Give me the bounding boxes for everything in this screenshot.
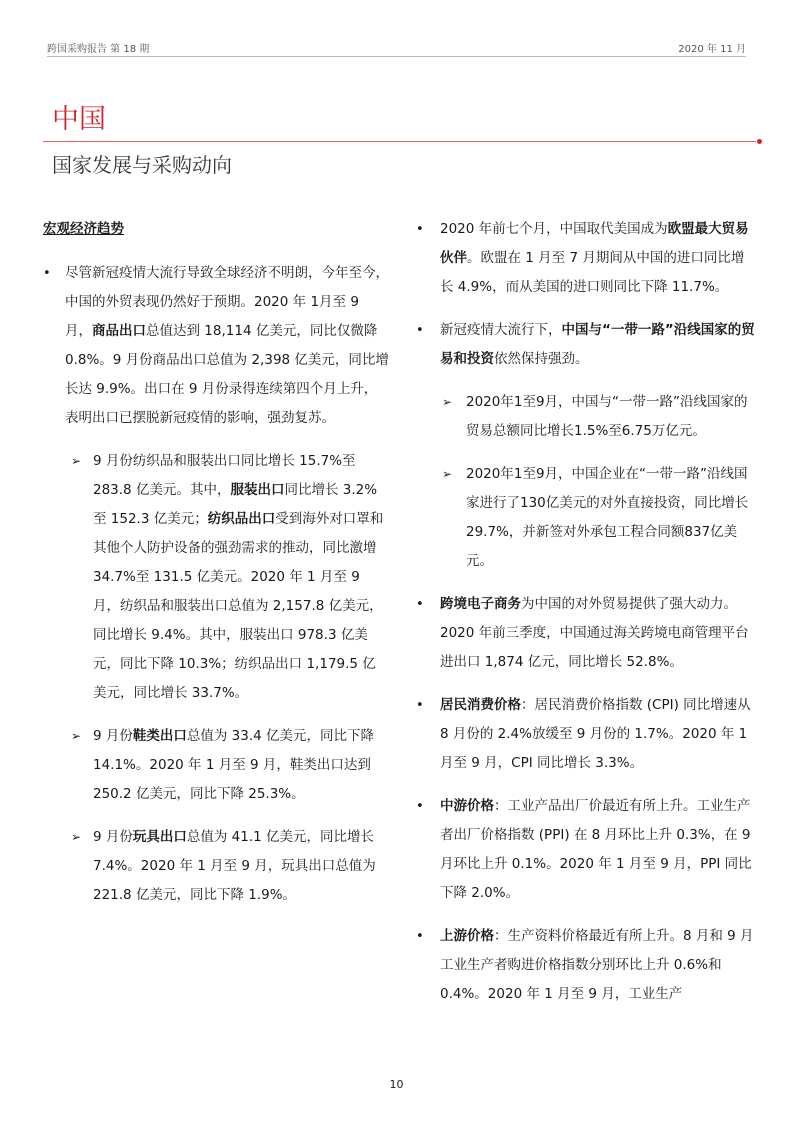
sub-bullet-textiles: ➢ 9 月份纺织品和服装出口同比增长 15.7%至 283.8 亿美元。其中，服装出口同比增长 3.2%至 152.3 亿美元；纺织品出口受到海外对口罩和其他个人防护设备的强劲需求的推动，同比激增 34.7%至 131.5 亿美元。2020 年 1 月至 9 月，纺织品和服装出口总值为 2,157.8 亿美元，同比增长 9.4%。其中，服装出口 978.3 亿美元，同比下降 10.3%；纺织品出口 1,179.5 亿美元，同比增长 33.7%。: [43, 447, 389, 708]
header-divider: [47, 56, 746, 57]
divider-dot: [757, 139, 762, 144]
header-date: 2020 年 11 月: [678, 44, 746, 55]
bullet-belt-and-road: • 新冠疫情大流行下，中国与“一带一路”沿线国家的贸易和投资依然保持强劲。: [416, 316, 756, 374]
bullet-dot-icon: •: [416, 597, 424, 612]
bullet-merchandise-exports: • 尽管新冠疫情大流行导致全球经济不明朗，今年至今，中国的外贸表现仍然好于预期。2020 年 1月至 9 月，商品出口总值达到 18,114 亿美元，同比仅微降 0.8%。9 月份商品出口总值为 2,398 亿美元，同比增长达 9.9%。出口在 9 月份录得连续第四个月上升，表明出口已摆脱新冠疫情的影响，强劲复苏。: [43, 259, 389, 433]
page-title: 中国: [52, 104, 106, 135]
section-heading: 宏观经济趋势: [43, 221, 124, 237]
page-number: 10: [389, 1078, 404, 1091]
left-column: [43, 215, 389, 924]
arrow-bullet-icon: ➢: [442, 467, 453, 481]
sub-bullet-bri-investment: ➢ 2020年1至9月，中国企业在“一带一路”沿线国家进行了130亿美元的对外直接投资，同比增长29.7%，并新签对外承包工程合同额837亿美元。: [416, 460, 756, 576]
arrow-bullet-icon: ➢: [71, 729, 82, 743]
title-divider: [43, 141, 756, 142]
arrow-bullet-icon: ➢: [71, 454, 82, 468]
bullet-consumer-prices: • 居民消费价格：居民消费价格指数 (CPI) 同比增速从 8 月份的 2.4%放缓至 9 月份的 1.7%。2020 年 1 月至 9 月，CPI 同比增长 3.3%。: [416, 691, 756, 778]
bullet-midstream-prices: • 中游价格：工业产品出厂价最近有所上升。工业生产者出厂价格指数 (PPI) 在 8 月环比上升 0.3%，在 9 月环比上升 0.1%。2020 年 1 月至 9 月，PPI 同比下降 2.0%。: [416, 792, 756, 908]
arrow-bullet-icon: ➢: [442, 395, 453, 409]
page-subtitle: 国家发展与采购动向: [52, 153, 232, 177]
arrow-bullet-icon: ➢: [71, 830, 82, 844]
bullet-dot-icon: •: [416, 698, 424, 713]
bullet-dot-icon: •: [416, 222, 424, 237]
header-report-name: 跨国采购报告 第 18 期: [47, 44, 150, 55]
bullet-dot-icon: •: [43, 266, 51, 281]
right-column: [416, 215, 756, 1023]
bullet-eu-trade: • 2020 年前七个月，中国取代美国成为欧盟最大贸易伙伴。欧盟在 1 月至 7 月期间从中国的进口同比增长 4.9%，而从美国的进口则同比下降 11.7%。: [416, 215, 756, 302]
bullet-cross-border-ecommerce: • 跨境电子商务为中国的对外贸易提供了强大动力。2020 年前三季度，中国通过海关跨境电商管理平台进出口 1,874 亿元，同比增长 52.8%。: [416, 590, 756, 677]
bullet-dot-icon: •: [416, 799, 424, 814]
sub-bullet-toys: ➢ 9 月份玩具出口总值为 41.1 亿美元，同比增长 7.4%。2020 年 1 月至 9 月，玩具出口总值为 221.8 亿美元，同比下降 1.9%。: [43, 823, 389, 910]
sub-bullet-bri-trade: ➢ 2020年1至9月，中国与“一带一路”沿线国家的贸易总额同比增长1.5%至6.75万亿元。: [416, 388, 756, 446]
sub-bullet-footwear: ➢ 9 月份鞋类出口总值为 33.4 亿美元，同比下降 14.1%。2020 年 1 月至 9 月，鞋类出口达到 250.2 亿美元，同比下降 25.3%。: [43, 722, 389, 809]
bullet-upstream-prices: • 上游价格：生产资料价格最近有所上升。8 月和 9 月工业生产者购进价格指数分别环比上升 0.6%和 0.4%。2020 年 1 月至 9 月，工业生产: [416, 922, 756, 1009]
bullet-dot-icon: •: [416, 929, 424, 944]
bullet-dot-icon: •: [416, 323, 424, 338]
